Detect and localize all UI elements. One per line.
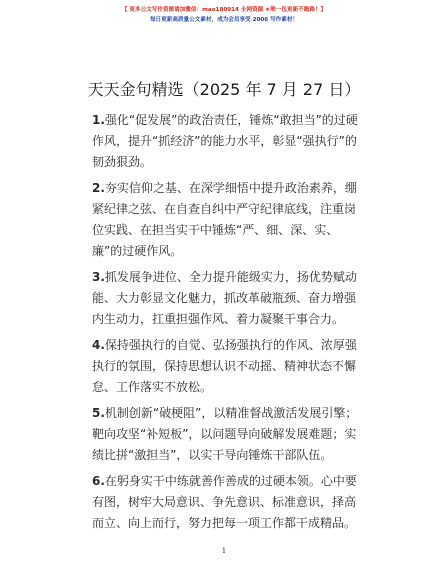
paragraph-text: 在躬身实干中练就善作善成的过硬本领。心中要有图，树牢大局意识、争先意识、标准意识，择高而立、向上而行，努力把每一项工作都干成精品。: [92, 474, 357, 530]
paragraph-1: [92, 110, 358, 173]
paragraph-5: [92, 403, 358, 466]
promo-banner-line-1: 【 更多公文写作资源请加微信：mao180914 全网资源 ★唯一包更新不跑路！】: [121, 7, 327, 13]
paragraph-text: 保持强执行的自觉、弘扬强执行的作风、浓厚强执行的氛围，保持思想认识不动摇、精神状态不懈怠、工作落实不放松。: [92, 338, 357, 394]
paragraph-number: 5.: [92, 406, 105, 420]
paragraph-number: 2.: [92, 181, 105, 195]
page-number: 1: [221, 547, 227, 555]
promo-banner: [0, 5, 448, 25]
promo-banner-line-2: 每日更新高质量公文素材，成为会员享受 2006 写作素材！: [149, 17, 299, 23]
document-body: [92, 110, 358, 539]
paragraph-2: [92, 178, 358, 262]
paragraph-text: 抓发展争进位、全力提升能级实力，扬优势赋动能、大力彰显文化魅力，抓改革破瓶颈、奋力增强内生动力，扛重担强作风、着力凝聚干事合力。: [92, 270, 357, 326]
paragraph-3: [92, 267, 358, 330]
paragraph-4: [92, 335, 358, 398]
paragraph-number: 4.: [92, 338, 105, 352]
document-title: 天天金句精选（2025 年 7 月 27 日）: [87, 80, 361, 99]
paragraph-6: [92, 471, 358, 534]
paragraph-text: 夯实信仰之基、在深学细悟中提升政治素养，绷紧纪律之弦、在自查自纠中严守纪律底线，注重岗位实践、在担当实干中锤炼“严、细、深、实、廉”的过硬作风。: [92, 181, 357, 258]
paragraph-number: 3.: [92, 270, 105, 284]
paragraph-number: 1.: [92, 113, 105, 127]
paragraph-text: 强化“促发展”的政治责任，锤炼“敢担当”的过硬作风，提升“抓经济”的能力水平，彰显“强执行”的韧劲狠劲。: [92, 113, 358, 169]
paragraph-number: 6.: [92, 474, 105, 488]
paragraph-text: 机制创新“破梗阻”，以精准督战激活发展引擎；靶向攻坚“补短板”，以问题导向破解发展难题；实绩比拼“激担当”，以实干导向锤炼干部队伍。: [92, 406, 358, 462]
